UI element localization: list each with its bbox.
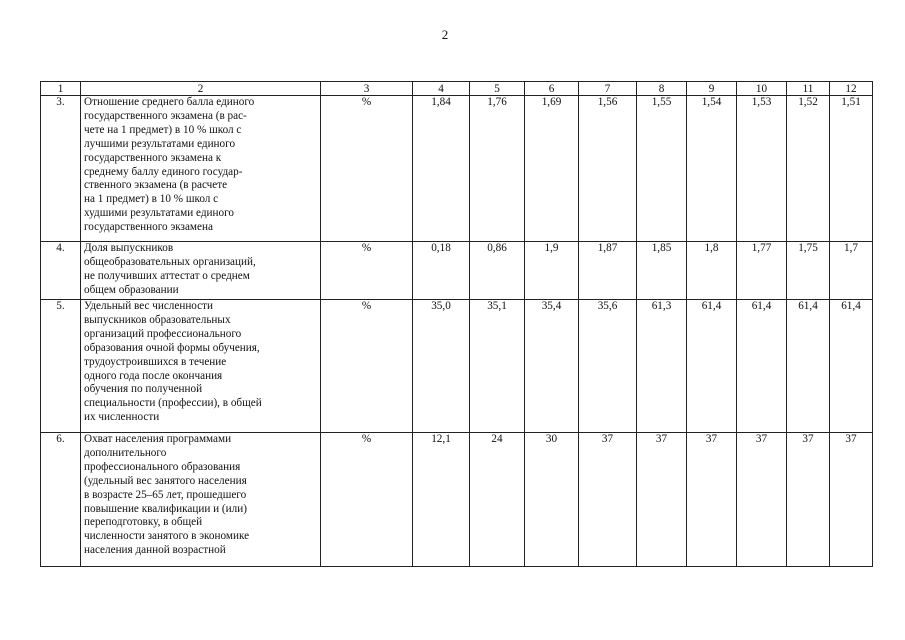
indicator-name-line: в возрасте 25–65 лет, прошедшего	[84, 488, 247, 501]
value-cell: 37	[579, 433, 637, 567]
indicator-name-line: Доля выпускников	[84, 242, 174, 254]
value-cell: 1,51	[830, 96, 873, 242]
value-cell: 1,85	[637, 242, 687, 300]
value-cell: 1,54	[687, 96, 737, 242]
value-cell: 12,1	[413, 433, 470, 567]
indicator-name-line: населения данной возрастной	[84, 544, 226, 557]
indicator-name-line: ственного экзамена (в расчете	[84, 179, 228, 192]
value-cell: 1,84	[413, 96, 470, 242]
table-row	[41, 300, 873, 433]
column-number: 1	[41, 82, 81, 96]
value-cell: 1,69	[525, 96, 579, 242]
indicator-name-line: выпускников образовательных	[84, 313, 231, 326]
table-row	[41, 96, 873, 242]
indicator-name-line: не получивших аттестат о среднем	[84, 269, 250, 282]
indicator-name-line: дополнительного	[84, 446, 167, 459]
column-number: 10	[737, 82, 787, 96]
column-number: 6	[525, 82, 579, 96]
value-cell: 35,4	[525, 300, 579, 433]
table-body	[41, 82, 873, 567]
table-row	[41, 433, 873, 567]
value-cell: 1,76	[470, 96, 525, 242]
value-cell: 0,18	[413, 242, 470, 300]
value-cell: 37	[637, 433, 687, 567]
value-cell: 35,6	[579, 300, 637, 433]
value-cell: 1,75	[787, 242, 830, 300]
value-cell: 37	[830, 433, 873, 567]
value-cell: 61,4	[687, 300, 737, 433]
column-number: 5	[470, 82, 525, 96]
table-row	[41, 242, 873, 300]
indicator-name	[81, 433, 321, 567]
column-number: 3	[321, 82, 413, 96]
value-cell: 24	[470, 433, 525, 567]
value-cell: 35,0	[413, 300, 470, 433]
value-cell: 1,56	[579, 96, 637, 242]
value-cell: 0,86	[470, 242, 525, 300]
row-number: 6.	[41, 433, 81, 567]
indicator-name-line: переподготовку, в общей	[84, 516, 203, 529]
row-number: 4.	[41, 242, 81, 300]
indicator-name-line: на 1 предмет) в 10 % школ с	[84, 193, 219, 206]
indicator-name-line: чете на 1 предмет) в 10 % школ с	[84, 123, 242, 136]
column-number: 2	[81, 82, 321, 96]
indicator-name-line: повышение квалификации и (или)	[84, 502, 247, 515]
indicator-name-line: Отношение среднего балла единого	[84, 96, 255, 108]
indicator-name-line: численности занятого в экономике	[84, 530, 250, 543]
indicator-name-line: государственного экзамена (в рас-	[84, 109, 247, 122]
value-cell: 37	[787, 433, 830, 567]
indicator-name-line: худшими результатами единого	[84, 207, 234, 220]
value-cell: 1,53	[737, 96, 787, 242]
value-cell: 61,4	[737, 300, 787, 433]
value-cell: 1,9	[525, 242, 579, 300]
indicator-name-line: государственного экзамена	[84, 221, 213, 234]
value-cell: 61,3	[637, 300, 687, 433]
value-cell: 1,77	[737, 242, 787, 300]
value-cell: 1,55	[637, 96, 687, 242]
value-cell: 30	[525, 433, 579, 567]
indicator-name-line: (удельный вес занятого населения	[84, 474, 247, 487]
indicator-name	[81, 300, 321, 433]
indicator-name-line: общеобразовательных организаций,	[84, 255, 256, 268]
page-number: 2	[441, 27, 449, 42]
column-number: 12	[830, 82, 873, 96]
row-number: 3.	[41, 96, 81, 242]
indicators-table	[40, 81, 873, 567]
value-cell: 61,4	[787, 300, 830, 433]
row-number: 5.	[41, 300, 81, 433]
unit-cell: %	[321, 300, 413, 433]
indicator-name-line: лучшими результатами единого	[84, 137, 236, 150]
indicator-name-line: обучения по полученной	[84, 383, 203, 396]
indicator-name-line: государственного экзамена к	[84, 151, 222, 164]
column-numbers-row	[41, 82, 873, 96]
value-cell: 1,87	[579, 242, 637, 300]
unit-cell: %	[321, 96, 413, 242]
value-cell: 1,8	[687, 242, 737, 300]
indicator-name-line: среднему баллу единого государ-	[84, 165, 243, 178]
value-cell: 1,52	[787, 96, 830, 242]
value-cell: 61,4	[830, 300, 873, 433]
value-cell: 1,7	[830, 242, 873, 300]
column-number: 7	[579, 82, 637, 96]
column-number: 9	[687, 82, 737, 96]
indicator-name-line: общем образовании	[84, 283, 179, 296]
indicator-name-line: специальности (профессии), в общей	[84, 397, 262, 410]
column-number: 8	[637, 82, 687, 96]
indicator-name-line: организаций профессионального	[84, 327, 242, 340]
indicator-name-line: одного года после окончания	[84, 369, 223, 382]
value-cell: 37	[687, 433, 737, 567]
unit-cell: %	[321, 242, 413, 300]
value-cell: 37	[737, 433, 787, 567]
indicator-name-line: трудоустроившихся в течение	[84, 355, 227, 368]
indicator-name-line: их численности	[84, 411, 160, 424]
unit-cell: %	[321, 433, 413, 567]
indicator-name	[81, 96, 321, 242]
indicator-name-line: Охват населения программами	[84, 433, 232, 445]
value-cell: 35,1	[470, 300, 525, 433]
indicator-name-line: Удельный вес численности	[84, 300, 214, 312]
column-number: 4	[413, 82, 470, 96]
column-number: 11	[787, 82, 830, 96]
indicator-name-line: профессионального образования	[84, 460, 241, 473]
indicator-name-line: образования очной формы обучения,	[84, 341, 260, 354]
indicator-name	[81, 242, 321, 300]
